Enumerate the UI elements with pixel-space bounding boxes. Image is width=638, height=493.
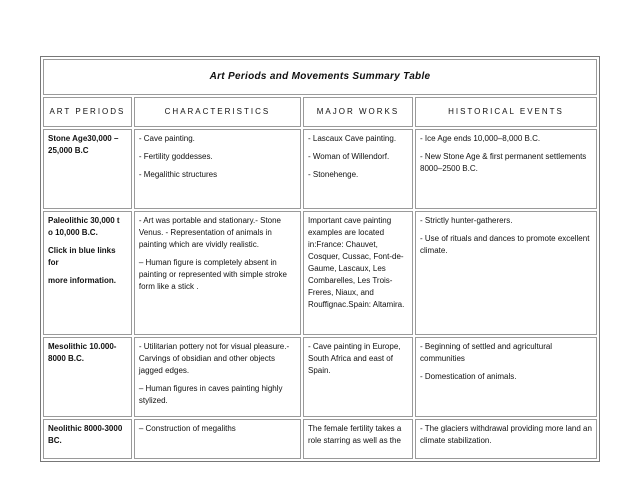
works-cell	[303, 211, 413, 335]
event-item: - Strictly hunter-gatherers.	[420, 216, 513, 225]
work-item: Important cave painting examples are located in:France: Chauvet, Cosquer, Cussac, Font-de-Gaume, Lascaux, Les Combarelles, Les Trois-Freres, Niaux, and Rouffignac.Spain: Altamira.	[307, 216, 405, 309]
table-row	[43, 211, 597, 335]
header-row	[43, 97, 597, 127]
work-item: - Stonehenge.	[307, 170, 359, 179]
period-cell	[43, 419, 132, 459]
characteristics-cell	[134, 211, 301, 335]
event-item: - Ice Age ends 10,000–8,000 B.C.	[420, 134, 541, 143]
characteristics-cell	[134, 419, 301, 459]
period-text: Neolithic 8000-3000	[48, 424, 123, 433]
title-row	[43, 59, 597, 95]
table-row	[43, 337, 597, 417]
header-historical-events: HISTORICAL EVENTS	[415, 97, 597, 127]
characteristic-item: - Art was portable and stationary.- Stone Venus. - Representation of animals in painting which are vividly realistic.	[138, 216, 282, 249]
period-text: 25,000 B.C	[48, 146, 89, 155]
works-cell	[303, 129, 413, 209]
characteristic-item: - Fertility goddesses.	[138, 152, 213, 161]
characteristic-item: - Utilitarian pottery not for visual pleasure.- Carvings of obsidian and other objects jagged edges.	[138, 342, 290, 375]
characteristic-item: – Human figure is completely absent in painting or represented with simple stroke form like a stick .	[138, 258, 287, 291]
table-title: Art Periods and Movements Summary Table	[43, 59, 597, 95]
period-text: BC.	[48, 436, 62, 445]
characteristic-item: - Megalithic structures	[138, 170, 218, 179]
characteristics-cell	[134, 129, 301, 209]
work-item: - Woman of Willendorf.	[307, 152, 390, 161]
events-cell	[415, 211, 597, 335]
work-item: - Cave painting in Europe, South Africa and east of Spain.	[307, 342, 401, 375]
blue-links-note: Click in blue links for	[48, 246, 116, 267]
event-item: - Use of rituals and dances to promote excellent climate.	[420, 234, 590, 255]
characteristic-item: – Human figures in caves painting highly stylized.	[138, 384, 283, 405]
period-cell	[43, 129, 132, 209]
event-item: - New Stone Age & first permanent settlements 8000–2500 B.C.	[420, 152, 587, 173]
period-text: Stone Age30,000 –	[48, 134, 119, 143]
period-cell	[43, 211, 132, 335]
table-row	[43, 129, 597, 209]
characteristic-item: – Construction of megaliths	[138, 424, 236, 433]
events-cell	[415, 337, 597, 417]
event-item: - The glaciers withdrawal providing more land an climate stabilization.	[420, 424, 592, 445]
header-major-works: MAJOR WORKS	[303, 97, 413, 127]
characteristics-cell	[134, 337, 301, 417]
period-text: Mesolithic 10.000-	[48, 342, 117, 351]
document-page	[40, 56, 600, 493]
events-cell	[415, 129, 597, 209]
works-cell	[303, 419, 413, 459]
header-art-periods: ART PERIODS	[43, 97, 132, 127]
period-cell	[43, 337, 132, 417]
summary-table	[40, 56, 600, 462]
more-information-note: more information.	[48, 276, 117, 285]
characteristic-item: - Cave painting.	[138, 134, 195, 143]
period-text: o 10,000 B.C.	[48, 228, 98, 237]
event-item: - Beginning of settled and agricultural communities	[420, 342, 553, 363]
header-characteristics: CHARACTERISTICS	[134, 97, 301, 127]
period-text: Paleolithic 30,000 t	[48, 216, 120, 225]
work-item: The female fertility takes a role starring as well as the	[307, 424, 402, 445]
works-cell	[303, 337, 413, 417]
period-text: 8000 B.C.	[48, 354, 85, 363]
work-item: - Lascaux Cave painting.	[307, 134, 397, 143]
event-item: - Domestication of animals.	[420, 372, 517, 381]
table-row	[43, 419, 597, 459]
events-cell	[415, 419, 597, 459]
